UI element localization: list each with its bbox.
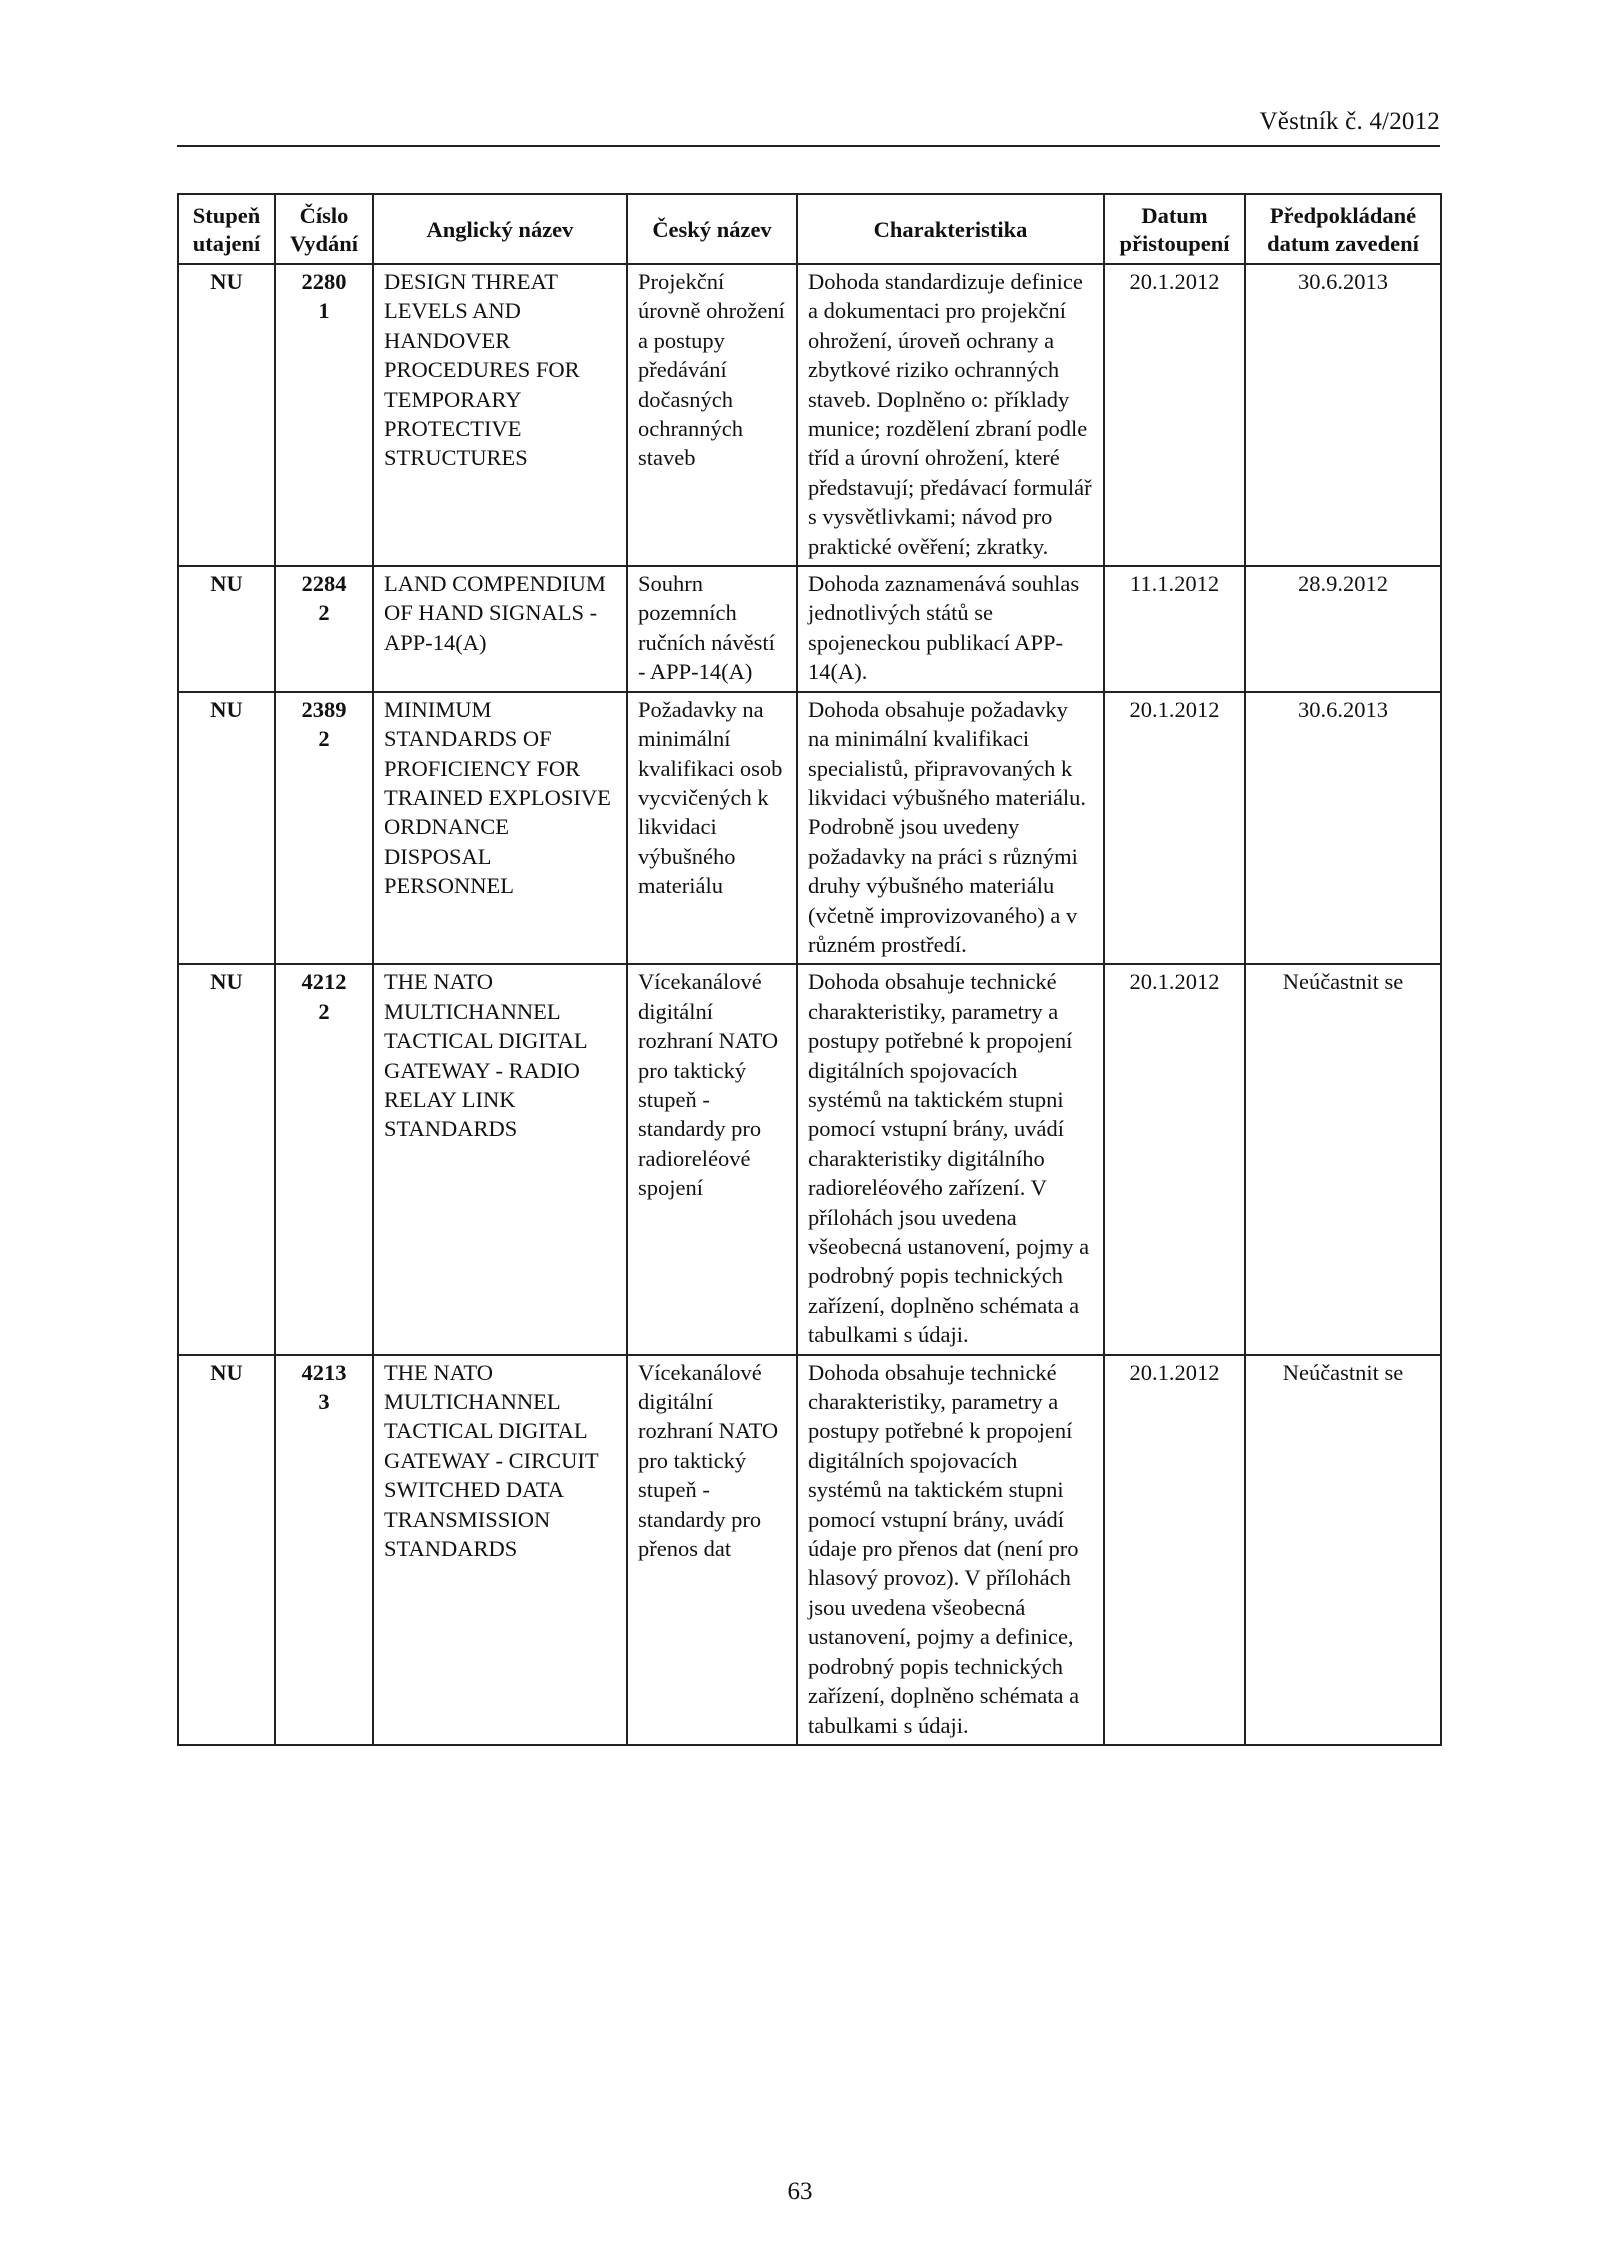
edition-number: 2 bbox=[318, 726, 330, 752]
column-header-accession-date: Datum přistoupení bbox=[1104, 194, 1245, 264]
cell-english-name: LAND COMPENDIUM OF HAND SIGNALS - APP-14(A) bbox=[373, 566, 627, 692]
cell-czech-name: Vícekanálové digitální rozhraní NATO pro taktický stupeň - standardy pro přenos dat bbox=[627, 1355, 797, 1745]
cell-level: NU bbox=[178, 692, 275, 965]
standard-number: 4212 bbox=[301, 969, 347, 995]
cell-czech-name: Souhrn pozemních ručních návěstí - APP-14(A) bbox=[627, 566, 797, 692]
edition-number: 1 bbox=[318, 298, 330, 324]
cell-description: Dohoda standardizuje definice a dokumentaci pro projekční ohrožení, úroveň ochrany a zbytkové riziko ochranných staveb. Doplněno o: příklady munice; rozdělení zbraní podle tříd a úrovní ohrožení, které představují; předávací formulář s vysvětlivkami; návod pro praktické ověření; zkratky. bbox=[797, 264, 1104, 566]
edition-number: 3 bbox=[318, 1389, 330, 1415]
table-row bbox=[178, 692, 1441, 965]
cell-level: NU bbox=[178, 264, 275, 566]
cell-description: Dohoda obsahuje technické charakteristiky, parametry a postupy potřebné k propojení digitálních spojovacích systémů na taktickém stupni pomocí vstupní brány, uvádí charakteristiky digitálního radioreléového zařízení. V přílohách jsou uvedena všeobecná ustanovení, pojmy a podrobný popis technických zařízení, doplněno schémata a tabulkami s údaji. bbox=[797, 964, 1104, 1354]
cell-accession-date: 20.1.2012 bbox=[1104, 964, 1245, 1354]
cell-level: NU bbox=[178, 1355, 275, 1745]
standard-number: 4213 bbox=[301, 1359, 347, 1385]
table-row bbox=[178, 566, 1441, 692]
cell-accession-date: 20.1.2012 bbox=[1104, 1355, 1245, 1745]
cell-implementation-date: Neúčastnit se bbox=[1245, 964, 1441, 1354]
cell-number bbox=[275, 692, 373, 965]
table-body bbox=[178, 264, 1441, 1745]
table-header bbox=[178, 194, 1441, 264]
column-header-implementation-date: Předpokládané datum zavedení bbox=[1245, 194, 1441, 264]
cell-implementation-date: Neúčastnit se bbox=[1245, 1355, 1441, 1745]
edition-number: 2 bbox=[318, 998, 330, 1024]
standard-number: 2284 bbox=[301, 571, 347, 597]
cell-accession-date: 20.1.2012 bbox=[1104, 692, 1245, 965]
cell-english-name: THE NATO MULTICHANNEL TACTICAL DIGITAL GATEWAY - CIRCUIT SWITCHED DATA TRANSMISSION STANDARDS bbox=[373, 1355, 627, 1745]
cell-number bbox=[275, 566, 373, 692]
cell-english-name: THE NATO MULTICHANNEL TACTICAL DIGITAL GATEWAY - RADIO RELAY LINK STANDARDS bbox=[373, 964, 627, 1354]
header-row bbox=[178, 194, 1441, 264]
cell-number bbox=[275, 264, 373, 566]
column-header-english-name: Anglický název bbox=[373, 194, 627, 264]
edition-number: 2 bbox=[318, 600, 330, 626]
cell-accession-date: 11.1.2012 bbox=[1104, 566, 1245, 692]
table-row bbox=[178, 264, 1441, 566]
column-header-level: Stupeň utajení bbox=[178, 194, 275, 264]
cell-number bbox=[275, 964, 373, 1354]
standard-number: 2389 bbox=[301, 696, 347, 722]
table-row bbox=[178, 964, 1441, 1354]
cell-implementation-date: 30.6.2013 bbox=[1245, 692, 1441, 965]
cell-accession-date: 20.1.2012 bbox=[1104, 264, 1245, 566]
cell-description: Dohoda obsahuje požadavky na minimální kvalifikaci specialistů, připravovaných k likvidaci výbušného materiálu. Podrobně jsou uvedeny požadavky na práci s různými druhy výbušného materiálu (včetně improvizovaného) a v různém prostředí. bbox=[797, 692, 1104, 965]
column-header-czech-name: Český název bbox=[627, 194, 797, 264]
cell-english-name: MINIMUM STANDARDS OF PROFICIENCY FOR TRAINED EXPLOSIVE ORDNANCE DISPOSAL PERSONNEL bbox=[373, 692, 627, 965]
cell-level: NU bbox=[178, 566, 275, 692]
column-header-number: Číslo Vydání bbox=[275, 194, 373, 264]
cell-number bbox=[275, 1355, 373, 1745]
standard-number: 2280 bbox=[301, 269, 347, 294]
cell-description: Dohoda zaznamenává souhlas jednotlivých států se spojeneckou publikací APP-14(A). bbox=[797, 566, 1104, 692]
cell-czech-name: Požadavky na minimální kvalifikaci osob vycvičených k likvidaci výbušného materiálu bbox=[627, 692, 797, 965]
header-divider bbox=[177, 145, 1440, 147]
standards-table bbox=[177, 193, 1442, 1746]
page-number: 63 bbox=[787, 2178, 813, 2205]
bulletin-title: Věstník č. 4/2012 bbox=[1259, 108, 1440, 135]
cell-description: Dohoda obsahuje technické charakteristiky, parametry a postupy potřebné k propojení digitálních spojovacích systémů na taktickém stupni pomocí vstupní brány, uvádí údaje pro přenos dat (není pro hlasový provoz). V přílohách jsou uvedena všeobecná ustanovení, pojmy a definice, podrobný popis technických zařízení, doplněno schémata a tabulkami s údaji. bbox=[797, 1355, 1104, 1745]
table-row bbox=[178, 1355, 1441, 1745]
column-header-description: Charakteristika bbox=[797, 194, 1104, 264]
cell-implementation-date: 30.6.2013 bbox=[1245, 264, 1441, 566]
cell-czech-name: Vícekanálové digitální rozhraní NATO pro taktický stupeň - standardy pro radioreléové spojení bbox=[627, 964, 797, 1354]
cell-implementation-date: 28.9.2012 bbox=[1245, 566, 1441, 692]
cell-english-name: DESIGN THREAT LEVELS AND HANDOVER PROCEDURES FOR TEMPORARY PROTECTIVE STRUCTURES bbox=[373, 264, 627, 566]
cell-level: NU bbox=[178, 964, 275, 1354]
cell-czech-name: Projekční úrovně ohrožení a postupy předávání dočasných ochranných staveb bbox=[627, 264, 797, 566]
